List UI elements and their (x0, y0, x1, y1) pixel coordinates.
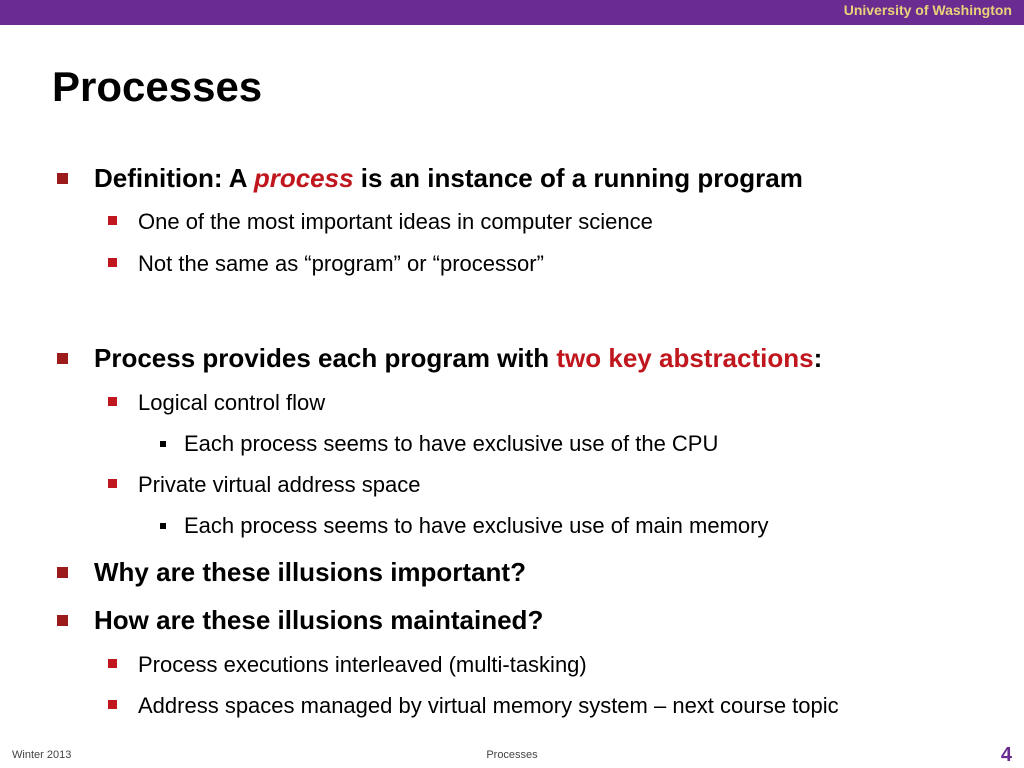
sub-sub-bullet (184, 513, 768, 539)
square-bullet-icon (108, 258, 117, 267)
bullet-tail: : (813, 343, 823, 373)
square-bullet-icon (108, 700, 117, 709)
bullet-tail: is an instance of a running program (353, 163, 803, 193)
sub-bullet-text: Not the same as “program” or “processor” (138, 251, 544, 276)
square-bullet-icon (108, 659, 117, 668)
sub-bullet (138, 693, 839, 719)
bullet-abstractions (94, 343, 822, 374)
sub-bullet-text: Private virtual address space (138, 472, 421, 497)
bullet-text: Why are these illusions important? (94, 557, 526, 587)
bullet-why (94, 557, 526, 588)
sub-bullet-text: Logical control flow (138, 390, 326, 415)
bullet-text: How are these illusions maintained? (94, 605, 544, 635)
sub-sub-bullet (184, 431, 718, 457)
bullet-highlight: process (253, 163, 354, 193)
square-bullet-icon (160, 441, 166, 447)
square-bullet-icon (57, 615, 68, 626)
sub-bullet (138, 390, 325, 416)
square-bullet-icon (57, 173, 68, 184)
footer-term: Winter 2013 (12, 749, 72, 761)
bullet-highlight: two key abstractions (556, 343, 814, 373)
page-number: 4 (1000, 744, 1012, 766)
footer-topic: Processes (486, 749, 538, 761)
square-bullet-icon (108, 397, 117, 406)
square-bullet-icon (57, 353, 68, 364)
sub-bullet (138, 652, 587, 678)
bullet-lead: Process provides each program with (94, 343, 557, 373)
sub-sub-bullet-text: Each process seems to have exclusive use of main memory (184, 513, 769, 538)
square-bullet-icon (108, 479, 117, 488)
square-bullet-icon (57, 567, 68, 578)
slide-title: Processes (52, 63, 263, 110)
sub-bullet (138, 209, 653, 235)
bullet-how (94, 605, 543, 636)
sub-bullet (138, 251, 544, 277)
sub-bullet-text: One of the most important ideas in computer science (138, 209, 653, 234)
header-bar (0, 0, 1024, 25)
sub-bullet (138, 472, 420, 498)
bullet-definition (94, 163, 803, 194)
bullet-lead: Definition: A (94, 163, 254, 193)
square-bullet-icon (160, 523, 166, 529)
organization-name: University of Washington (843, 2, 1012, 18)
sub-bullet-text: Process executions interleaved (multi-tasking) (138, 652, 587, 677)
sub-bullet-text: Address spaces managed by virtual memory system – next course topic (138, 693, 839, 718)
sub-sub-bullet-text: Each process seems to have exclusive use of the CPU (184, 431, 719, 456)
square-bullet-icon (108, 216, 117, 225)
